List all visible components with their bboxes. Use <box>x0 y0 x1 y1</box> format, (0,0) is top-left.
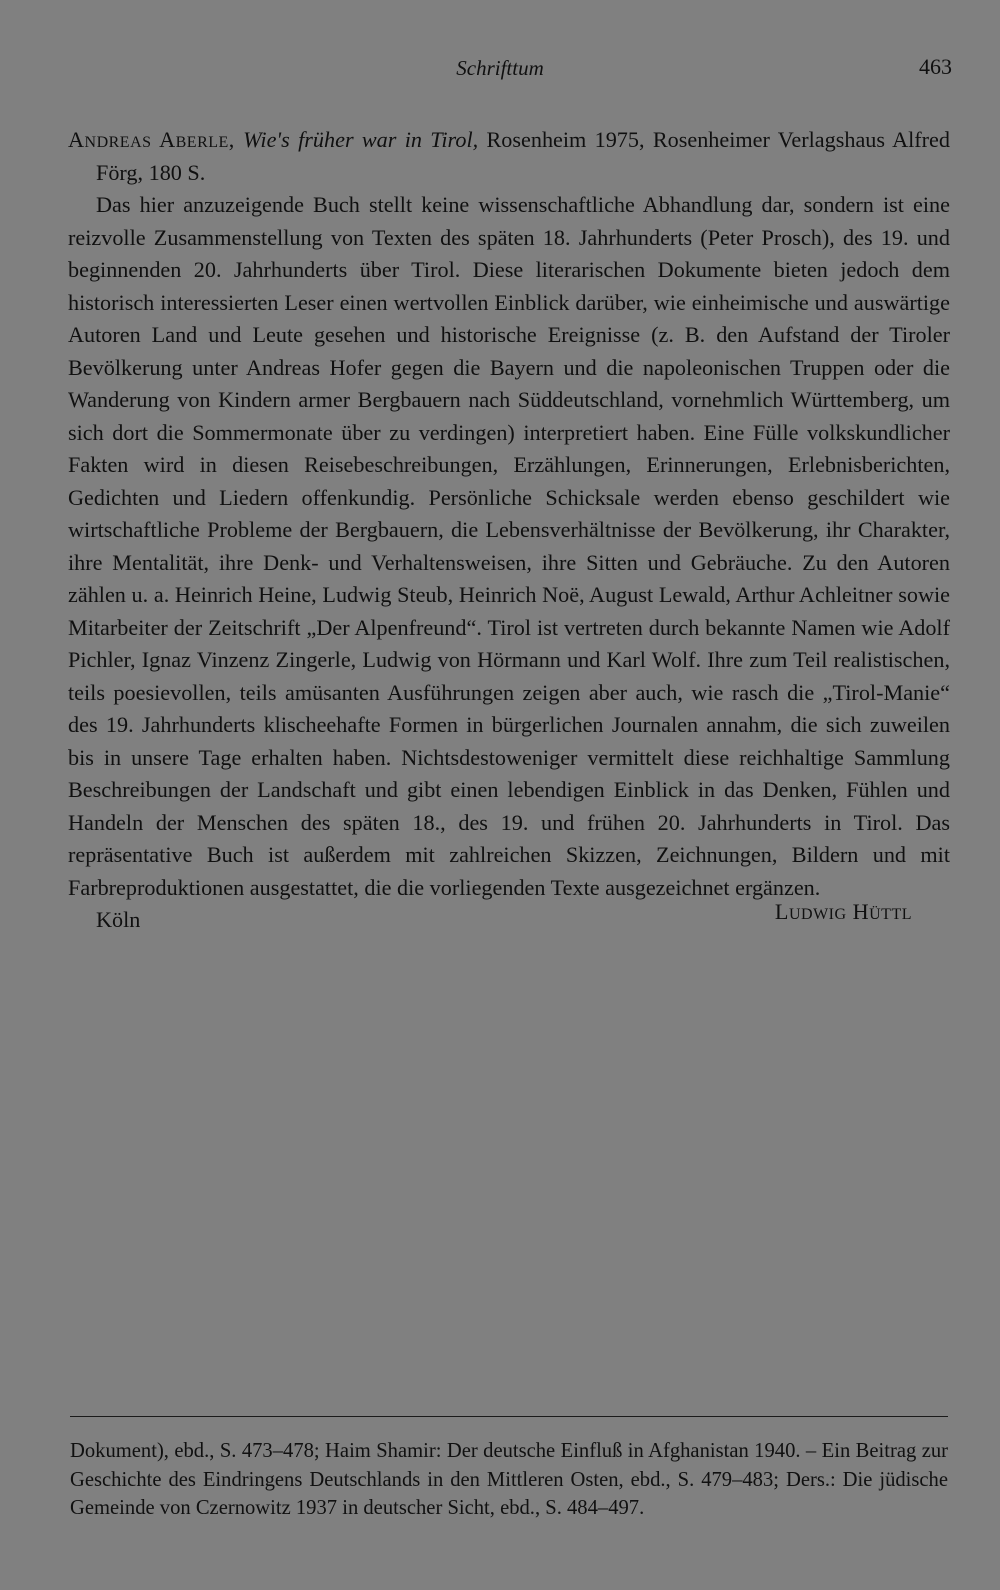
publication-info: Rosenheim 1975, Rosenheimer Verlagshaus Alfred Förg, 180 S. <box>96 127 951 185</box>
footnote-text: Dokument), ebd., S. 473–478; Haim Shamir: Der deutsche Einfluß in Afghanistan 1940. – Ein Beitrag zur Geschichte des Eindringens Deutschlands in den Mittleren Osten, ebd., S. 479–483; Ders.: Die jüdische Gemeinde von Czernowitz 1937 in deutscher Sicht, ebd., S. 484–497. <box>70 1440 948 1519</box>
review-body: Das hier anzuzeigende Buch stellt keine wissenschaftliche Abhandlung dar, sondern ist eine reizvolle Zusammenstellung von Texten des späten 18. Jahrhunderts (Peter Prosch), des 19. und beginnenden 20. Jahrhunderts über Tirol. Diese literarischen Dokumente bieten jedoch dem historisch interessierten Leser einen wertvollen Einblick darüber, wie einheimische und auswärtige Autoren Land und Leute gesehen und historische Ereignisse (z. B. den Aufstand der Tiroler Bevölkerung unter Andreas Hofer gegen die Bayern und die napoleonischen Truppen oder die Wanderung von Kindern armer Bergbauern nach Süddeutschland, vornehmlich Württemberg, um sich dort die Sommermonate über zu verdingen) interpretiert haben. Eine Fülle volkskundlicher Fakten wird in diesen Reisebeschreibungen, Erzählungen, Erinnerungen, Erlebnisberichten, Gedichten und Liedern offenkundig. Persönliche Schicksale werden ebenso geschildert wie wirtschaftliche Probleme der Bergbauern, die Lebensverhältnisse der Bevölkerung, ihr Charakter, ihre Mentalität, ihre Denk- und Verhaltensweisen, ihre Sitten und Gebräuche. Zu den Autoren zählen u. a. Heinrich Heine, Ludwig Steub, Heinrich Noë, August Lewald, Arthur Achleitner sowie Mitarbeiter der Zeitschrift „Der Alpenfreund“. Tirol ist vertreten durch bekannte Namen wie Adolf Pichler, Ignaz Vinzenz Zingerle, Ludwig von Hörmann und Karl Wolf. Ihre zum Teil realistischen, teils poesievollen, teils amüsanten Ausführungen zeigen aber auch, wie rasch die „Tirol-Manie“ des 19. Jahrhunderts klischeehafte Formen in bürgerlichen Journalen annahm, die sich zuweilen bis in unsere Tage erhalten haben. Nichtsdestoweniger vermittelt diese reichhaltige Sammlung Beschreibungen der Landschaft und gibt einen lebendigen Einblick in das Denken, Fühlen und Handeln der Menschen des späten 18., des 19. und frühen 20. Jahrhunderts in Tirol. Das repräsentative Buch ist außerdem mit zahlreichen Skizzen, Zeichnungen, Bildern und mit Farbreproduktionen ausgestattet, die die vorliegenden Texte ausgezeichnet ergänzen. <box>68 192 950 900</box>
footnote-rule <box>70 1416 948 1417</box>
running-head <box>0 54 1000 86</box>
bibliographic-reference <box>68 124 950 189</box>
reviewer-name: Ludwig Hüttl <box>774 899 912 924</box>
page-number: 463 <box>919 54 952 79</box>
book-review <box>68 124 950 938</box>
signature-line <box>68 899 950 938</box>
book-author: Andreas Aberle, <box>68 127 235 152</box>
running-title: Schrifttum <box>456 56 544 80</box>
book-title: Wie's früher war in Tirol, <box>243 127 479 152</box>
review-place: Köln <box>96 907 141 932</box>
